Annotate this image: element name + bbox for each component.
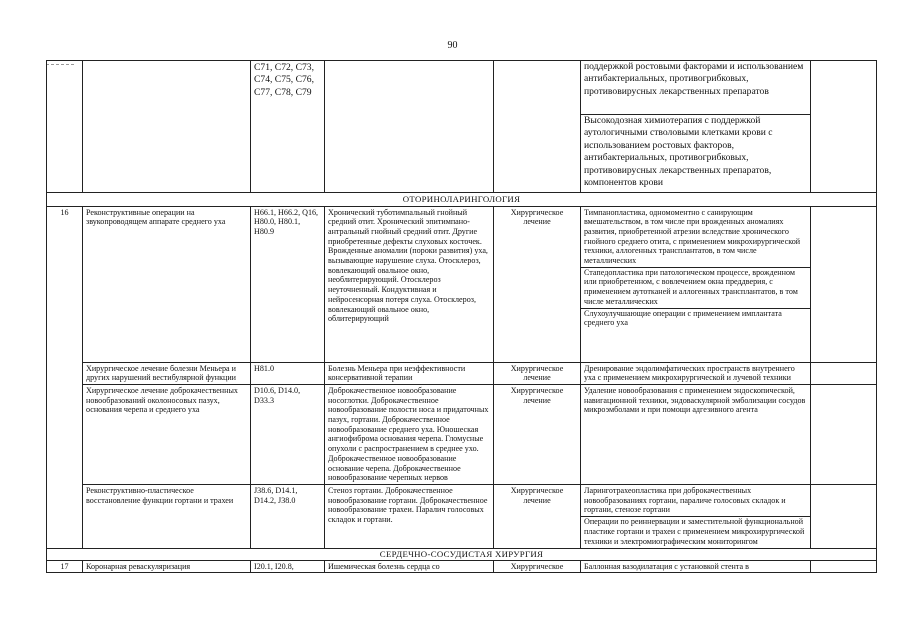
cell-treatment: Хирургическое лечение — [494, 362, 581, 384]
row-number: 17 — [47, 560, 83, 573]
cell-codes: J38.6, D14.1, D14.2, J38.0 — [251, 484, 325, 548]
table-row — [47, 384, 877, 484]
method-item: Тимпанопластика, одномоментно с санирующим вмешательством, в том числе при врожденных аномалиях развития, приобретенной атрезии вследствие хронического гнойного среднего отита, с применением микрохирургической техники, аллогенных трансплантатов, в том числе металлических — [581, 208, 810, 268]
cell-model: Хронический туботимпальный гнойный средний отит. Хронический эпитимпано-антральный гнойный средний отит. Другие приобретенные дефекты слуховых косточек. Врожденные аномалии (пороки развития) уха, вызывающие нарушение слуха. Отосклероз, вовлекающий овальное окно, необлитерирующий. Отосклероз неуточненный. Кондуктивная и нейросенсорная потеря слуха. Отосклероз, вовлекающий овальное окно, облитерирующий — [325, 206, 494, 362]
cell-treatment: Хирургическое лечение — [494, 384, 581, 484]
cell-model: Ишемическая болезнь сердца со — [325, 560, 494, 573]
cell-cost-empty — [811, 560, 877, 573]
section-title: СЕРДЕЧНО-СОСУДИСТАЯ ХИРУРГИЯ — [47, 549, 877, 561]
cell-cost-empty — [811, 484, 877, 548]
cell-name: Коронарная реваскуляризация — [83, 560, 251, 573]
cell-model-empty — [325, 61, 494, 193]
continuation-row — [47, 61, 877, 193]
cell-methods: Баллонная вазодилатация с установкой стента в — [581, 560, 811, 573]
method-item: Стапедопластика при патологическом процессе, врожденном или приобретенном, с вовлечением окна преддверия, с применением аутотканей и аллогенных трансплантатов, в том числе металлических — [581, 268, 810, 309]
cell-methods: Удаление новообразования с применением эндоскопической, навигационной техники, эндоваскулярной эмболизации сосудов микроэмболами и при помощи адгезивного агента — [581, 384, 811, 484]
cell-treatment: Хирургическое лечение — [494, 484, 581, 548]
method-item: Ларинготрахеопластика при доброкачественных новообразованиях гортани, параличе голосовых складок и гортани, стенозе гортани — [581, 486, 810, 517]
cell-model: Болезнь Меньера при неэффективности консервативной терапии — [325, 362, 494, 384]
table-row — [47, 206, 877, 362]
method-item: Слухоулучшающие операции с применением имплантата среднего уха — [584, 308, 782, 328]
cell-cost-empty — [811, 362, 877, 384]
cell-name: Реконструктивно-пластическое восстановление функции гортани и трахеи — [83, 484, 251, 548]
cell-treatment: Хирургическое — [494, 560, 581, 573]
cell-methods — [581, 61, 811, 193]
page-number: 90 — [447, 40, 458, 51]
section-row-cardio — [47, 549, 877, 561]
method-item: Высокодозная химиотерапия с поддержкой аутологичными стволовыми клетками крови с использованием ростовых факторов, антибактериальных, противогрибковых, противовирусных лекарственных препаратов, компонентов крови — [584, 115, 773, 189]
table-row — [47, 560, 877, 573]
cell-cost-empty — [811, 384, 877, 484]
table-row — [47, 362, 877, 384]
cell-number-empty — [47, 61, 83, 193]
cell-codes: D10.6, D14.0, D33.3 — [251, 384, 325, 484]
cell-model: Стеноз гортани. Доброкачественное новообразование гортани. Доброкачественное новообразование трахеи. Паралич голосовых складок и гортани. — [325, 484, 494, 548]
cell-cost-empty — [811, 206, 877, 362]
row-number: 16 — [47, 206, 83, 549]
method-item: Операции по реиннервации и заместительной функциональной пластике гортани и трахеи с применением микрохирургической техники и электромиографическим мониторингом — [584, 517, 805, 546]
table-row — [47, 484, 877, 548]
cell-methods: Дренирование эндолимфатических пространств внутреннего уха с применением микрохирургической и лучевой техники — [581, 362, 811, 384]
cell-codes: H66.1, H66.2, Q16, H80.0, H80.1, H80.9 — [251, 206, 325, 362]
cell-name: Реконструктивные операции на звукопроводящем аппарате среднего уха — [83, 206, 251, 362]
cell-codes: C71, C72, C73, C74, C75, C76, C77, C78, C79 — [251, 61, 325, 193]
cell-name: Хирургическое лечение доброкачественных новообразований околоносовых пазух, основания черепа и среднего уха — [83, 384, 251, 484]
cell-cost-empty — [811, 61, 877, 193]
cell-treatment-empty — [494, 61, 581, 193]
method-item: поддержкой ростовыми факторами и использованием антибактериальных, противогрибковых, противовирусных лекарственных препаратов — [581, 61, 810, 115]
cell-treatment: Хирургическое лечение — [494, 206, 581, 362]
procedures-table — [46, 60, 877, 573]
cell-model: Доброкачественное новообразование носоглотки. Доброкачественное новообразование полости носа и придаточных пазух, гортани. Доброкачественное новообразование среднего уха. Юношеская ангиофиброма основания черепа. Гломусные опухоли с распространением в среднее ухо. Доброкачественное новообразование основание черепа. Доброкачественное новообразование черепных нервов — [325, 384, 494, 484]
cell-name-empty — [83, 61, 251, 193]
cell-codes: H81.0 — [251, 362, 325, 384]
cell-codes: I20.1, I20.8, — [251, 560, 325, 573]
cell-name: Хирургическое лечение болезни Меньера и других нарушений вестибулярной функции — [83, 362, 251, 384]
cell-methods — [581, 484, 811, 548]
cell-methods — [581, 206, 811, 362]
section-title: ОТОРИНОЛАРИНГОЛОГИЯ — [47, 193, 877, 207]
section-row-ent — [47, 193, 877, 207]
